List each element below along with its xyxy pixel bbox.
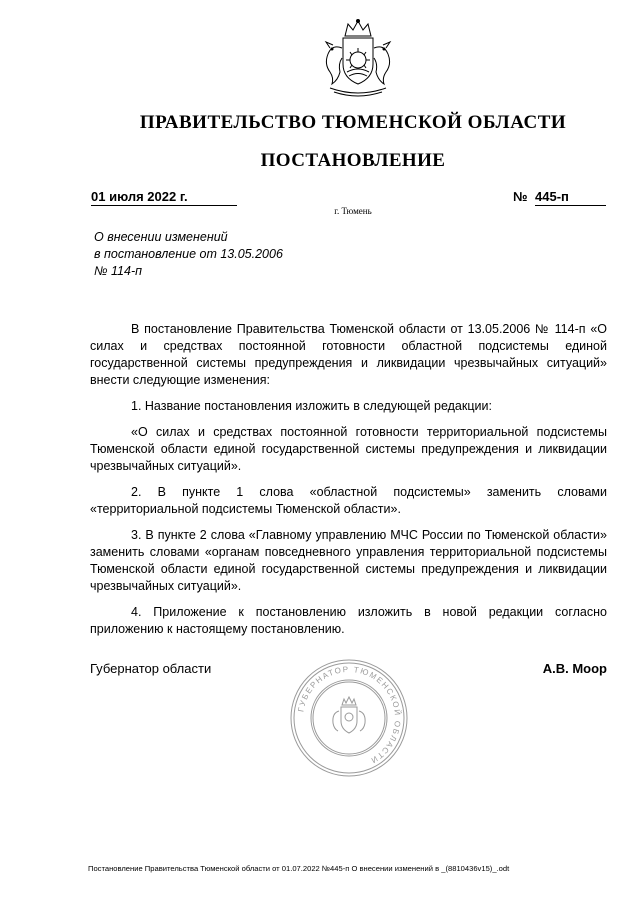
svg-text:ГУБЕРНАТОР ТЮМЕНСКОЙ ОБЛАСТИ: ГУБЕРНАТОР ТЮМЕНСКОЙ ОБЛАСТИ — [296, 664, 403, 766]
document-number — [513, 188, 606, 205]
body-paragraph: 2. В пункте 1 слова «областной подсистемы» заменить словами «территориальной подсистемы Тюменской области». — [90, 485, 607, 516]
document-footer: Постановление Правительства Тюменской области от 01.07.2022 №445-п О внесении изменений в _(8810436v15)_.odt — [88, 864, 510, 873]
document-type: ПОСТАНОВЛЕНИЕ — [260, 150, 446, 171]
document-subject — [94, 229, 354, 280]
signer-name: А.В. Моор — [542, 661, 607, 676]
document-body — [90, 321, 607, 647]
number-value: 445-п — [535, 188, 606, 206]
subject-line: О внесении изменений — [94, 230, 228, 244]
body-paragraph: 4. Приложение к постановлению изложить в новой редакции согласно приложению к настоящему постановлению. — [90, 605, 607, 636]
number-sign: № — [513, 189, 528, 204]
coat-of-arms-icon — [308, 18, 408, 100]
city-label: г. Тюмень — [334, 206, 372, 216]
subject-line: в постановление от 13.05.2006 — [94, 247, 283, 261]
official-seal-icon — [288, 657, 410, 779]
body-paragraph: 1. Название постановления изложить в следующей редакции: — [131, 399, 492, 413]
document-date: 01 июля 2022 г. — [91, 188, 237, 206]
government-title: ПРАВИТЕЛЬСТВО ТЮМЕНСКОЙ ОБЛАСТИ — [139, 112, 567, 133]
body-paragraph: «О силах и средствах постоянной готовности территориальной подсистемы Тюменской области единой государственной системы предупреждения и ликвидации чрезвычайных ситуаций». — [90, 425, 607, 473]
body-paragraph: В постановление Правительства Тюменской области от 13.05.2006 № 114-п «О силах и средствах постоянной готовности областной подсистемы единой государственной системы предупреждения и ликвидации чрезвычайных ситуаций» внести следующие изменения: — [90, 322, 607, 387]
signer-position: Губернатор области — [90, 661, 212, 676]
body-paragraph: 3. В пункте 2 слова «Главному управлению МЧС России по Тюменской области» заменить словами «органам повседневного управления территориальной подсистемы Тюменской области единой государственной системы предупреждения и ликвидации чрезвычайных ситуаций». — [90, 528, 607, 593]
subject-line: № 114-п — [94, 264, 142, 278]
